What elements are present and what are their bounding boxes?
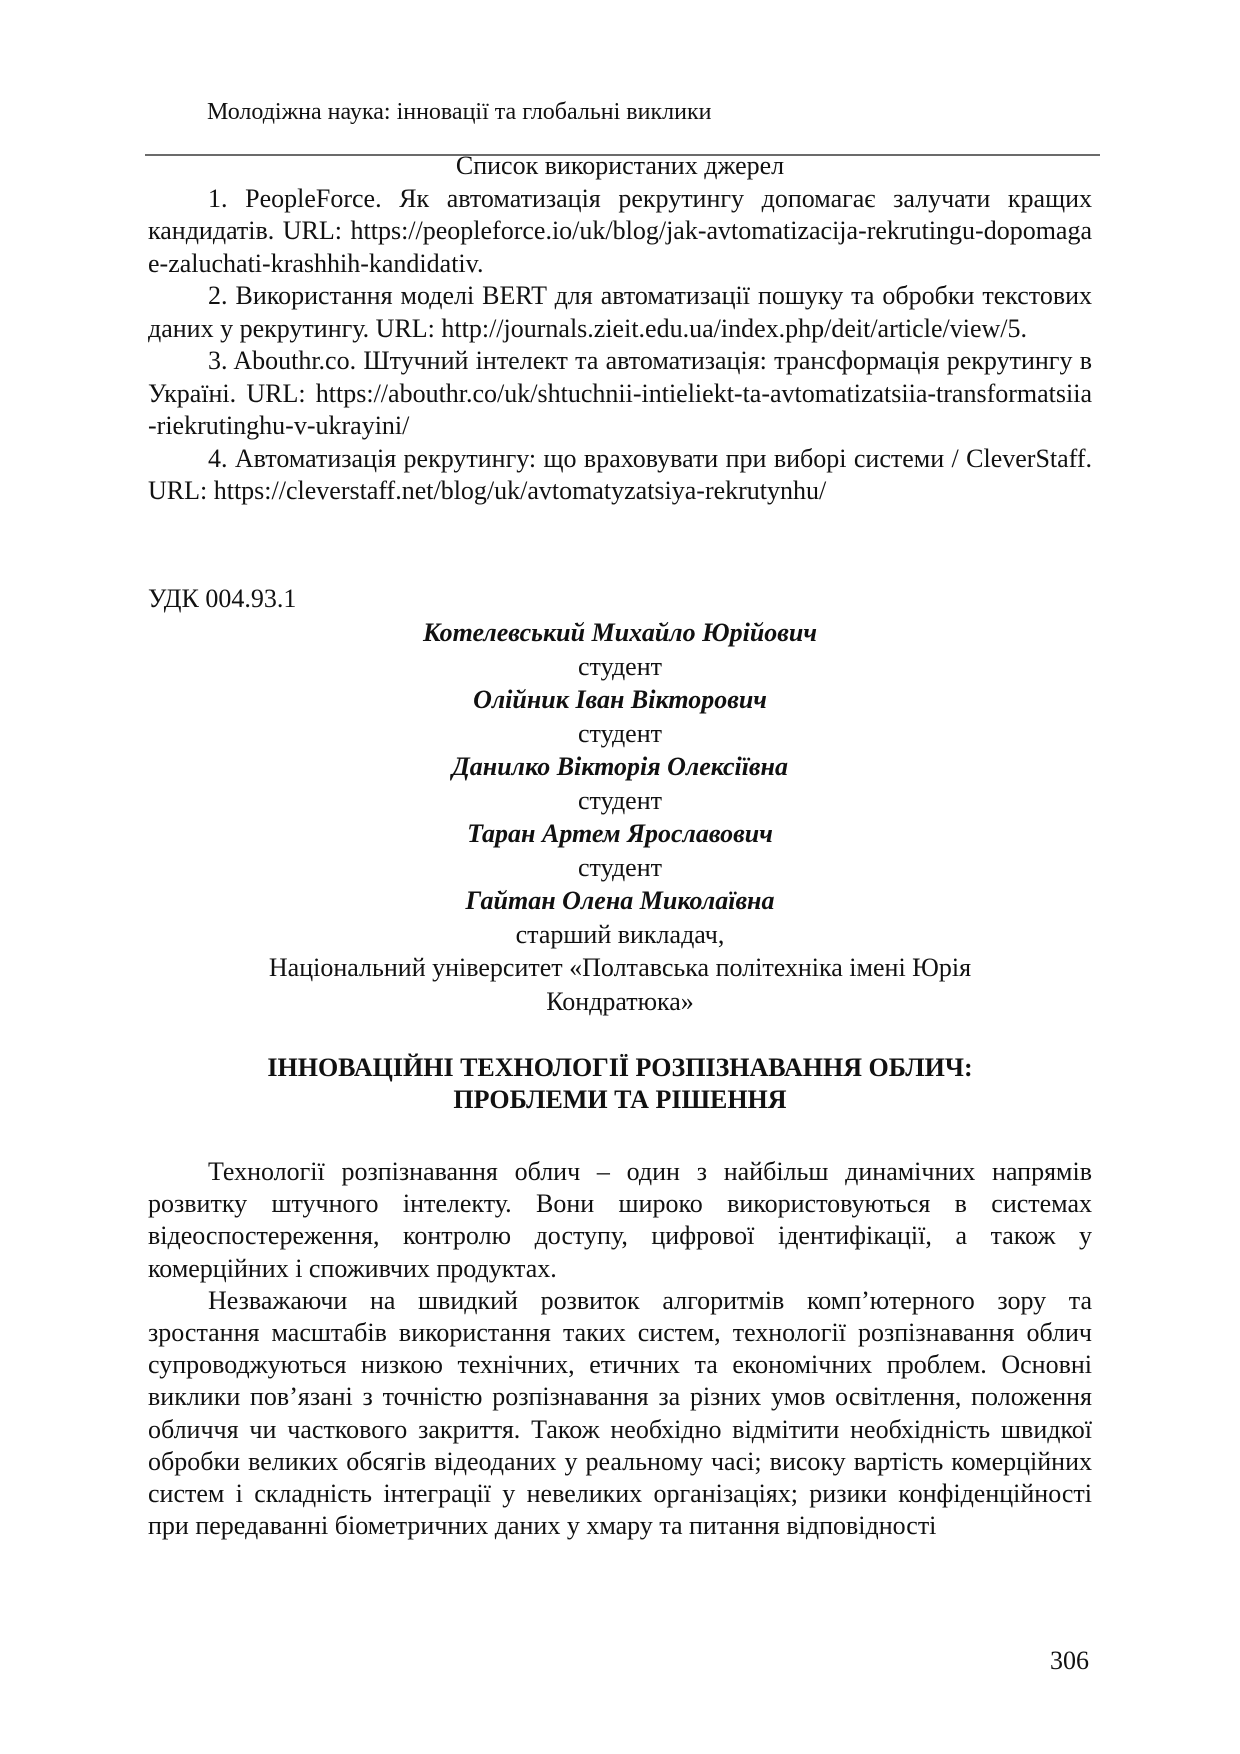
reference-item	[148, 345, 1092, 443]
reference-number: 4.	[208, 443, 228, 473]
author-role: студент	[578, 785, 662, 815]
author-name: Данилко Вікторія Олексіївна	[452, 752, 788, 781]
reference-text: Abouthr.co. Штучний інтелект та автоматизація: трансформація рекрутингу в Україні. URL:	[148, 346, 1092, 408]
reference-url[interactable]: https://peopleforce.io/uk/blog/jak-avtomatizacija-rekrutingu-dopomagae-zaluchati-krashhih-kandidativ.	[148, 216, 1092, 278]
body-paragraph: Технології розпізнавання облич – один з найбільш динамічних напрямів розвитку штучного інтелекту. Вони широко використовуються в системах відеоспостереження, контролю доступу, цифрової ідентифікації, а також у комерційних і споживчих продуктах.	[148, 1157, 1092, 1283]
author-name: Таран Артем Ярославович	[467, 819, 773, 848]
reference-item	[148, 183, 1092, 281]
page-number: 306	[1050, 1646, 1089, 1675]
reference-item	[148, 443, 1092, 508]
author-name: Гайтан Олена Миколаївна	[465, 886, 775, 915]
authors-block	[148, 616, 1092, 1018]
reference-url[interactable]: https://abouthr.co/uk/shtuchnii-intieliekt-ta-avtomatizatsiia-transformatsiia-riekrutinghu-v-ukrayini/	[148, 378, 1092, 440]
author-role: студент	[578, 852, 662, 882]
author-role: студент	[578, 651, 662, 681]
affiliation-line: Кондратюка»	[546, 986, 694, 1016]
reference-url[interactable]: https://cleverstaff.net/blog/uk/avtomatyzatsiya-rekrutynhu/	[213, 476, 827, 505]
article-title	[148, 1052, 1092, 1115]
reference-text: Автоматизація рекрутингу: що враховувати при виборі системи / CleverStaff. URL:	[148, 443, 1093, 505]
article-title-line: ПРОБЛЕМИ ТА РІШЕННЯ	[453, 1084, 787, 1114]
body-paragraph: Незважаючи на швидкий розвиток алгоритмів комп’ютерного зору та зростання масштабів використання таких систем, технології розпізнавання облич супроводжуються низкою технічних, етичних та економічних проблем. Основні виклики пов’язані з точністю розпізнавання за різних умов освітлення, положення обличчя чи часткового закриття. Також необхідно відмітити необхідність швидкої обробки великих обсягів відеоданих у реальному часі; високу вартість комерційних систем і складність інтеграції у невеликих організаціях; ризики конфіденційності при передаванні біометричних даних у хмару та питання відповідності	[148, 1285, 1092, 1541]
running-header: Молодіжна наука: інновації та глобальні виклики	[207, 99, 712, 125]
reference-item	[148, 280, 1092, 345]
affiliation-line: Національний університет «Полтавська політехніка імені Юрія	[268, 953, 972, 982]
reference-number: 3.	[208, 346, 228, 375]
author-role: студент	[578, 718, 662, 748]
reference-number: 1.	[208, 183, 228, 213]
references-title: Список використаних джерел	[455, 151, 785, 180]
author-role: старший викладач,	[515, 919, 725, 949]
reference-url[interactable]: http://journals.zieit.edu.ua/index.php/deit/article/view/5.	[441, 313, 1027, 343]
reference-text: Використання моделі BERT для автоматизації пошуку та обробки текстових даних у рекрутингу. URL:	[148, 281, 1093, 343]
reference-number: 2.	[208, 281, 228, 310]
author-name: Олійник Іван Вікторович	[473, 685, 767, 714]
references-section	[148, 150, 1092, 508]
author-name: Котелевський Михайло Юрійович	[423, 618, 817, 647]
article-body	[148, 1156, 1092, 1542]
reference-text: PeopleForce. Як автоматизація рекрутингу допомагає залучати кращих кандидатів. URL:	[148, 183, 1093, 245]
udk-code: УДК 004.93.1	[148, 584, 297, 613]
article-title-line: ІННОВАЦІЙНІ ТЕХНОЛОГІЇ РОЗПІЗНАВАННЯ ОБЛИЧ:	[267, 1053, 973, 1082]
